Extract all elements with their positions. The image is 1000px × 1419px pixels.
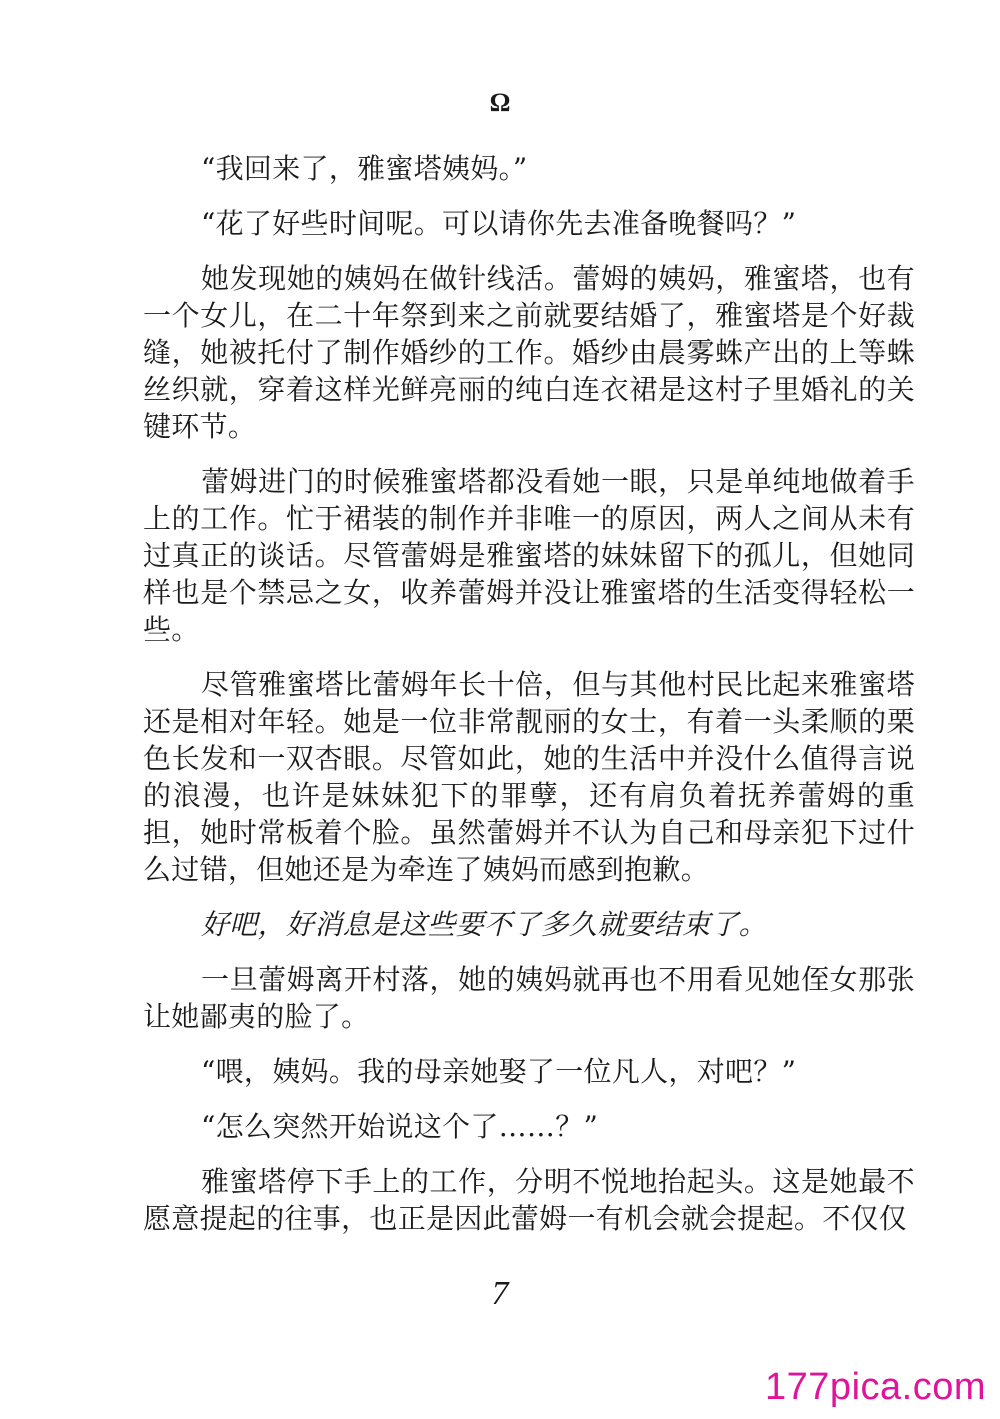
paragraph: 尽管雅蜜塔比蕾姆年长十倍，但与其他村民比起来雅蜜塔还是相对年轻。她是一位非常靓丽的女士，有着一头柔顺的栗色长发和一双杏眼。尽管如此，她的生活中并没什么值得言说的浪漫，也许是妹妹犯下的罪孽，还有肩负着抚养蕾姆的重担，她时常板着个脸。虽然蕾姆并不认为自己和母亲犯下过什么过错，但她还是为牵连了姨妈而感到抱歉。 bbox=[143, 668, 915, 886]
chapter-section-mark: Ω bbox=[489, 88, 511, 117]
body-text bbox=[143, 150, 915, 1255]
paragraph: 蕾姆进门的时候雅蜜塔都没看她一眼，只是单纯地做着手上的工作。忙于裙装的制作并非唯一的原因，两人之间从未有过真正的谈话。尽管蕾姆是雅蜜塔的妹妹留下的孤儿，但她同样也是个禁忌之女，收养蕾姆并没让雅蜜塔的生活变得轻松一些。 bbox=[143, 465, 915, 646]
site-watermark: 177pica.com bbox=[765, 1366, 986, 1408]
paragraph: “怎么突然开始说这个了……？” bbox=[201, 1110, 599, 1143]
paragraph: 一旦蕾姆离开村落，她的姨妈就再也不用看见她侄女那张让她鄙夷的脸了。 bbox=[143, 963, 915, 1033]
paragraph: “花了好些时间呢。可以请你先去准备晚餐吗？” bbox=[201, 207, 797, 240]
paragraph: 她发现她的姨妈在做针线活。蕾姆的姨妈，雅蜜塔，也有一个女儿，在二十年祭到来之前就要结婚了，雅蜜塔是个好裁缝，她被托付了制作婚纱的工作。婚纱由晨雾蛛产出的上等蛛丝织就，穿着这样光鲜亮丽的纯白连衣裙是这村子里婚礼的关键环节。 bbox=[143, 262, 915, 443]
page-number: 7 bbox=[491, 1275, 509, 1312]
paragraph: “喂，姨妈。我的母亲她娶了一位凡人，对吧？” bbox=[201, 1055, 797, 1088]
paragraph-italic-thought: 好吧，好消息是这些要不了多久就要结束了。 bbox=[201, 908, 768, 941]
paragraph: “我回来了，雅蜜塔姨妈。” bbox=[201, 152, 528, 185]
paragraph: 雅蜜塔停下手上的工作，分明不悦地抬起头。这是她最不愿意提起的往事，也正是因此蕾姆一有机会就会提起。不仅仅 bbox=[143, 1165, 915, 1235]
